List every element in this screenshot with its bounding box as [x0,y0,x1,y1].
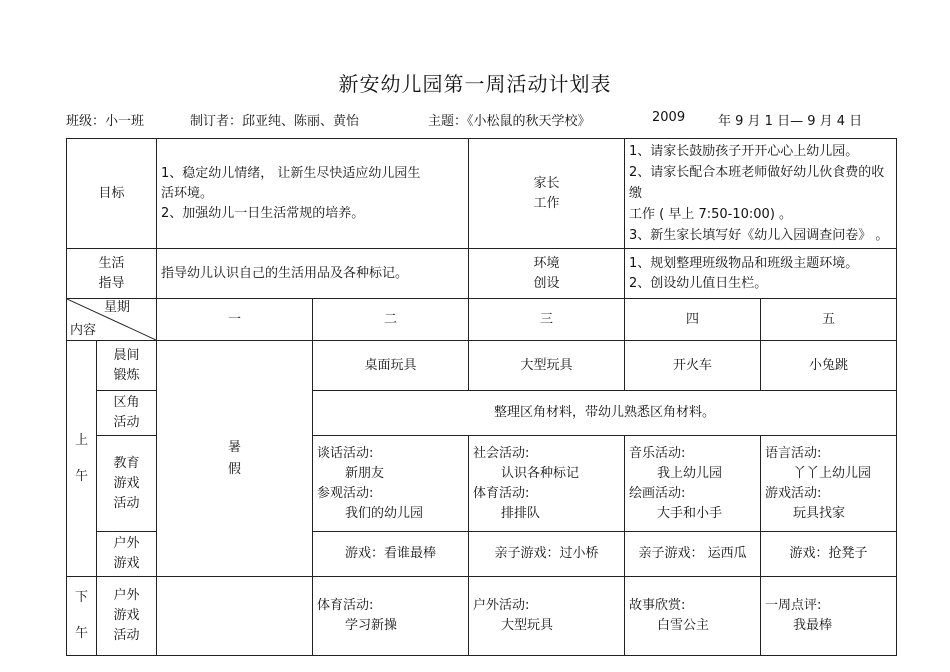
theme-label: 主题：《小松鼠的秋天学校》 [428,114,591,129]
author-label: 制订者：邱亚纯、陈丽、黄怡 [190,114,360,129]
activity-name: 我上幼儿园 [657,465,723,481]
afternoon-tue [313,577,469,656]
parents-text: 1、请家长鼓励孩子开开心心上幼儿园。 2、请家长配合本班老师做好幼儿伙食费的收缴 工作 ( 早上 7:50-10:00) 。 3、新生家长填写好《幼儿入园调查问卷》 。 [625,139,897,249]
day-header-3: 三 [469,299,625,341]
activity-name: 白雪公主 [657,618,710,633]
activity-type: 户外活动: [473,598,530,613]
goals-row [67,139,897,249]
education-label: 教育 游戏 活动 [97,436,157,532]
activity-name: 大型玩具 [501,618,554,633]
activity-name: 我最棒 [793,618,833,633]
exercise-fri: 小兔跳 [761,341,897,391]
outdoor-tue: 游戏：看谁最棒 [313,532,469,577]
outdoor-label: 户外 游戏 [97,532,157,577]
goals-text: 1、稳定幼儿情绪， 让新生尽快适应幼儿园生 活环境。 2、加强幼儿一日生活常规的培养。 [157,139,469,249]
day-header-5: 五 [761,299,897,341]
activity-type: 体育活动: [473,485,530,501]
outdoor-wed: 亲子游戏：过小桥 [469,532,625,577]
activity-name: 新朋友 [345,465,385,481]
date-range-label: 年 9 月 1 日— 9 月 4 日 [718,114,863,129]
environment-text: 1、规划整理班级物品和班级主题环境。 2、创设幼儿值日生栏。 [625,249,897,299]
day-header-1: 一 [157,299,313,341]
corner-text: 整理区角材料，带幼儿熟悉区角材料。 [313,391,897,436]
exercise-wed: 大型玩具 [469,341,625,391]
education-wed [469,436,625,532]
outdoor-thu: 亲子游戏： 运西瓜 [625,532,761,577]
activity-name: 学习新操 [345,618,398,633]
life-row [67,249,897,299]
education-tue [313,436,469,532]
activity-type: 语言活动: [765,445,822,461]
activity-type: 体育活动: [317,598,374,613]
education-fri [761,436,897,532]
activity-type: 社会活动: [473,445,530,461]
morning-exercise-row [67,341,897,391]
day-header-2: 二 [313,299,469,341]
corner-label: 区角 活动 [97,391,157,436]
afternoon-row [67,577,897,656]
holiday-cell: 暑 假 [157,341,313,577]
weekday-header-row [67,299,897,341]
afternoon-mon [157,577,313,656]
page-title: 新安幼儿园第一周活动计划表 [338,72,612,96]
parents-label: 家长 工作 [469,139,625,249]
education-thu [625,436,761,532]
morning-label: 上 午 [67,341,97,577]
activity-name: 认识各种标记 [501,465,580,481]
day-header-4: 四 [625,299,761,341]
class-label: 班级：小一班 [66,114,145,129]
week-label: 星期 [104,300,131,315]
activity-type: 游戏活动: [765,485,822,501]
afternoon-outdoor-label: 户外 游戏 活动 [97,577,157,656]
activity-name: 玩具找家 [793,505,846,521]
goals-label: 目标 [67,139,157,249]
afternoon-wed [469,577,625,656]
activity-plan-table [66,138,897,656]
life-label: 生活 指导 [67,249,157,299]
diagonal-header-cell [67,299,157,341]
environment-label: 环境 创设 [469,249,625,299]
afternoon-fri [761,577,897,656]
outdoor-fri: 游戏：抢凳子 [761,532,897,577]
activity-type: 音乐活动: [629,445,686,461]
activity-type: 一周点评: [765,598,822,613]
activity-name: 我们的幼儿园 [345,505,424,521]
afternoon-label: 下 午 [67,577,97,656]
activity-name: 丫丫上幼儿园 [793,465,872,481]
afternoon-thu [625,577,761,656]
exercise-tue: 桌面玩具 [313,341,469,391]
activity-type: 参观活动: [317,485,374,501]
content-label: 内容 [70,323,97,338]
activity-name: 排排队 [501,505,541,521]
activity-type: 故事欣赏: [629,598,686,613]
year-label: 2009 [652,110,686,125]
exercise-label: 晨间 锻炼 [97,341,157,391]
life-text: 指导幼儿认识自己的生活用品及各种标记。 [157,249,469,299]
exercise-thu: 开火车 [625,341,761,391]
activity-type: 绘画活动: [629,485,686,501]
activity-name: 大手和小手 [657,505,723,521]
activity-type: 谈话活动: [317,445,374,461]
